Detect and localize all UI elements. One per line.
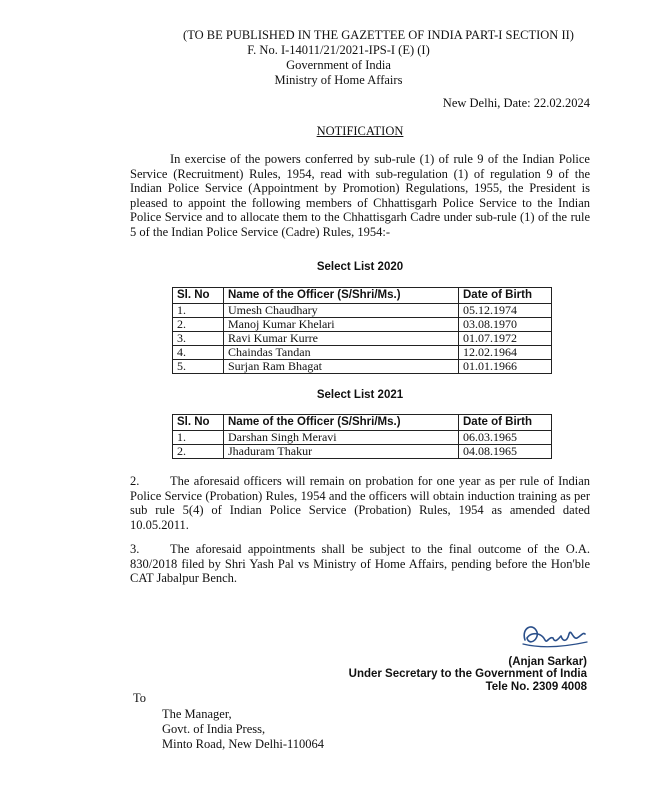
- date-of-birth-cell: 04.08.1965: [459, 445, 552, 459]
- table-row: [173, 431, 552, 445]
- paragraph-1: In exercise of the powers conferred by sub-rule (1) of rule 9 of the Indian Police Service (Recruitment) Rules, 1954, read with sub-regulation (1) of regulation 9 of the Indian Police Service (Appointment by Promotion) Regulations, 1955, the President is pleased to appoint the following members of Chhattisgarh Police Service to the Indian Police Service and to allocate them to the Chhattisgarh Cadre under sub-rule (1) of the rule 5 of the Indian Police Service (Cadre) Rules, 1954:-: [130, 152, 590, 239]
- signatory-designation: Under Secretary to the Government of India: [348, 668, 587, 680]
- sl-no-cell: 1.: [173, 304, 224, 318]
- table-row: [173, 332, 552, 346]
- date-of-birth-cell: 06.03.1965: [459, 431, 552, 445]
- select-list-2020-title: Select List 2020: [316, 261, 404, 273]
- officer-name-cell: Manoj Kumar Khelari: [224, 318, 459, 332]
- table-header-row: [173, 288, 552, 304]
- table-row: [173, 360, 552, 374]
- paragraph-number: 3.: [130, 542, 140, 556]
- officer-name-cell: Jhaduram Thakur: [224, 445, 459, 459]
- signatory-name: (Anjan Sarkar): [508, 656, 587, 668]
- address-line-1: The Manager,: [162, 707, 232, 721]
- officer-name-cell: Darshan Singh Meravi: [224, 431, 459, 445]
- paragraph-number: 2.: [130, 474, 140, 488]
- sl-no-cell: 3.: [173, 332, 224, 346]
- date-of-birth-cell: 05.12.1974: [459, 304, 552, 318]
- paragraph-3: [130, 542, 590, 586]
- select-list-2021-table: [172, 414, 552, 459]
- date-of-birth-cell: 01.01.1966: [459, 360, 552, 374]
- gazette-header: (TO BE PUBLISHED IN THE GAZETTEE OF INDIA PART-I SECTION II): [183, 28, 574, 42]
- table-header-row: [173, 415, 552, 431]
- date-of-birth-cell: 01.07.1972: [459, 332, 552, 346]
- to-label: To: [133, 691, 147, 705]
- file-number: F. No. I-14011/21/2021-IPS-I (E) (I): [247, 43, 430, 57]
- officer-name-cell: Ravi Kumar Kurre: [224, 332, 459, 346]
- column-header-officer-name: Name of the Officer (S/Shri/Ms.): [224, 288, 459, 304]
- column-header-date-of-birth: Date of Birth: [459, 288, 552, 304]
- column-header-officer-name: Name of the Officer (S/Shri/Ms.): [224, 415, 459, 431]
- government-name: Government of India: [286, 58, 391, 72]
- handwritten-signature: [519, 618, 591, 652]
- officer-name-cell: Umesh Chaudhary: [224, 304, 459, 318]
- place-and-date: New Delhi, Date: 22.02.2024: [442, 96, 590, 110]
- paragraph-text: The aforesaid appointments shall be subject to the final outcome of the O.A. 830/2018 filed by Shri Yash Pal vs Ministry of Home Affairs, pending before the Hon'ble CAT Jabalpur Bench.: [130, 542, 590, 586]
- table-row: [173, 304, 552, 318]
- sl-no-cell: 4.: [173, 346, 224, 360]
- officer-name-cell: Chaindas Tandan: [224, 346, 459, 360]
- ministry-name: Ministry of Home Affairs: [274, 73, 403, 87]
- table-row: [173, 318, 552, 332]
- address-line-3: Minto Road, New Delhi-110064: [162, 737, 325, 751]
- column-header-sl-no: Sl. No: [173, 415, 224, 431]
- select-list-2020-table: [172, 287, 552, 374]
- table-row: [173, 346, 552, 360]
- address-line-2: Govt. of India Press,: [162, 722, 266, 736]
- select-list-2021-title: Select List 2021: [316, 389, 404, 401]
- column-header-date-of-birth: Date of Birth: [459, 415, 552, 431]
- sl-no-cell: 2.: [173, 318, 224, 332]
- sl-no-cell: 2.: [173, 445, 224, 459]
- notification-title: NOTIFICATION: [316, 124, 404, 138]
- date-of-birth-cell: 12.02.1964: [459, 346, 552, 360]
- paragraph-2: [130, 474, 590, 532]
- sl-no-cell: 1.: [173, 431, 224, 445]
- date-of-birth-cell: 03.08.1970: [459, 318, 552, 332]
- signatory-telephone: Tele No. 2309 4008: [485, 681, 587, 693]
- officer-name-cell: Surjan Ram Bhagat: [224, 360, 459, 374]
- sl-no-cell: 5.: [173, 360, 224, 374]
- paragraph-text: The aforesaid officers will remain on probation for one year as per rule of Indian Police Service (Probation) Rules, 1954 and the officers will obtain induction training as per sub rule 5(4) of Indian Police Service (Probation) Rules, 1954 as amended dated 10.05.2011.: [130, 474, 590, 532]
- table-row: [173, 445, 552, 459]
- column-header-sl-no: Sl. No: [173, 288, 224, 304]
